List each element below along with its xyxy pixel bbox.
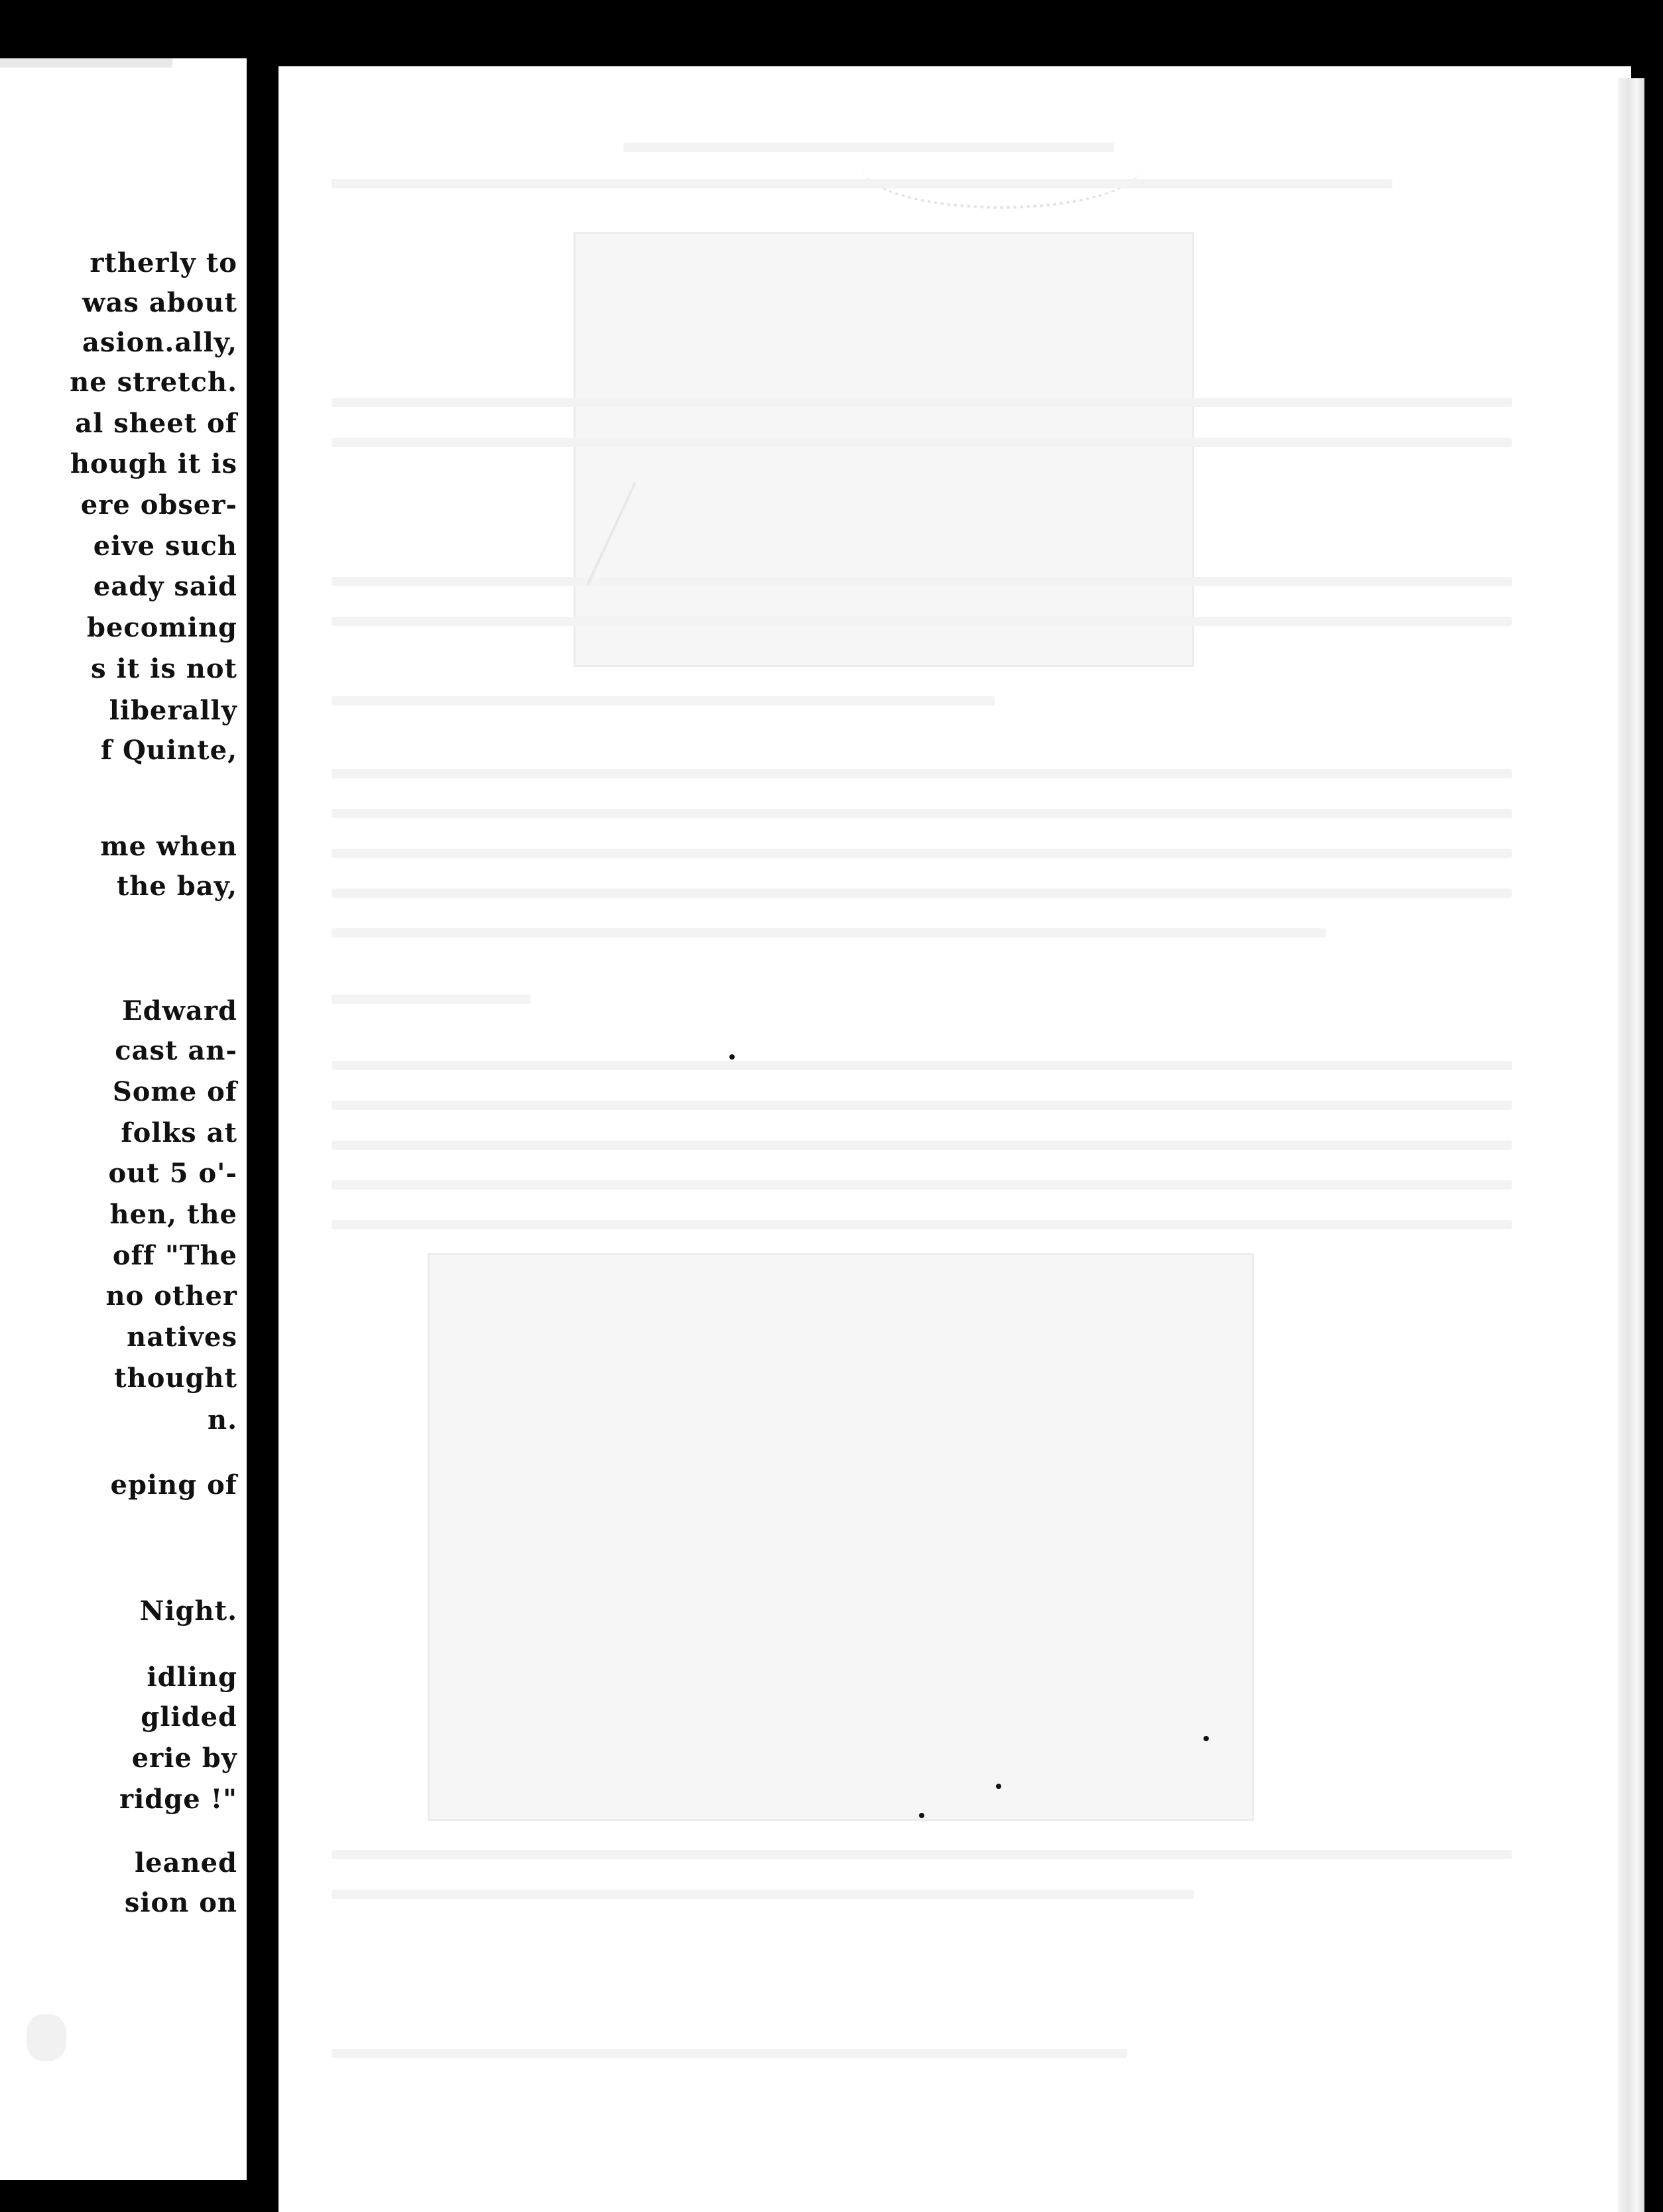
text-line: f Quinte, bbox=[100, 735, 237, 766]
text-line: Edward bbox=[122, 995, 237, 1026]
text-line: eping of bbox=[110, 1469, 237, 1501]
faded-text-line bbox=[332, 849, 1512, 858]
ink-speck bbox=[919, 1813, 924, 1818]
page-edge-strip bbox=[0, 58, 172, 68]
faded-text-line bbox=[332, 809, 1512, 818]
text-line: rtherly to bbox=[90, 247, 237, 278]
text-line: cast an- bbox=[115, 1035, 237, 1066]
smudge bbox=[27, 2014, 66, 2061]
faded-text-line bbox=[332, 2049, 1127, 2058]
text-line: idling bbox=[147, 1662, 237, 1693]
faded-text-line bbox=[332, 995, 530, 1004]
faded-text-line bbox=[332, 179, 1392, 188]
faded-text-line bbox=[332, 1061, 1512, 1070]
text-line: out 5 o'- bbox=[108, 1158, 237, 1189]
right-page-faded bbox=[278, 66, 1631, 2212]
left-page bbox=[0, 58, 251, 2180]
ink-speck bbox=[996, 1784, 1001, 1789]
text-line: leaned bbox=[134, 1847, 237, 1878]
text-line: ere obser- bbox=[80, 489, 237, 521]
faded-text-line bbox=[332, 1140, 1512, 1150]
text-line: s it is not bbox=[91, 653, 237, 684]
text-line: ne stretch. bbox=[70, 367, 237, 398]
faded-photograph-bottom bbox=[428, 1253, 1254, 1821]
faded-text-line bbox=[332, 889, 1512, 898]
text-line: n. bbox=[207, 1404, 237, 1436]
faded-text-line bbox=[332, 696, 995, 706]
faded-text-line bbox=[332, 577, 1512, 586]
faded-text-line bbox=[332, 1220, 1512, 1229]
text-line: the bay, bbox=[116, 871, 237, 902]
text-line: ridge !" bbox=[119, 1784, 237, 1815]
text-line: becoming bbox=[86, 612, 237, 643]
faded-text-line bbox=[332, 617, 1512, 626]
ink-speck bbox=[729, 1054, 735, 1060]
faded-text-line bbox=[332, 398, 1512, 407]
text-line: thought bbox=[114, 1363, 237, 1394]
text-line: no other bbox=[105, 1280, 237, 1312]
text-line: asion.ally, bbox=[82, 327, 237, 358]
text-line: eady said bbox=[93, 571, 237, 602]
text-line: hough it is bbox=[70, 448, 237, 479]
faded-stamp bbox=[862, 126, 1140, 209]
text-line: off "The bbox=[112, 1240, 237, 1271]
faded-text-line bbox=[332, 438, 1512, 447]
book-gutter bbox=[251, 58, 278, 2212]
faded-photograph-top bbox=[574, 232, 1194, 667]
text-line: was about bbox=[82, 287, 237, 318]
faded-text-line bbox=[332, 1850, 1512, 1859]
text-line: liberally bbox=[109, 695, 237, 726]
page-edge-stack bbox=[1618, 78, 1644, 2212]
text-line: Some of bbox=[112, 1076, 237, 1107]
text-line: hen, the bbox=[109, 1199, 237, 1230]
text-line: glided bbox=[141, 1701, 237, 1733]
faded-text-line bbox=[332, 1101, 1512, 1110]
text-line: folks at bbox=[121, 1117, 237, 1148]
text-line: eive such bbox=[93, 530, 237, 562]
faded-text-line bbox=[332, 928, 1326, 938]
text-line: natives bbox=[127, 1321, 237, 1353]
faded-text-line bbox=[332, 1890, 1194, 1899]
text-line: Night. bbox=[139, 1595, 237, 1627]
ink-speck bbox=[1203, 1736, 1209, 1741]
text-line: erie by bbox=[131, 1743, 237, 1774]
text-line: sion on bbox=[124, 1887, 237, 1918]
faded-heading bbox=[623, 143, 1114, 152]
text-line: al sheet of bbox=[75, 408, 237, 439]
text-line: me when bbox=[100, 831, 237, 862]
faded-text-line bbox=[332, 769, 1512, 778]
faded-text-line bbox=[332, 1180, 1512, 1190]
